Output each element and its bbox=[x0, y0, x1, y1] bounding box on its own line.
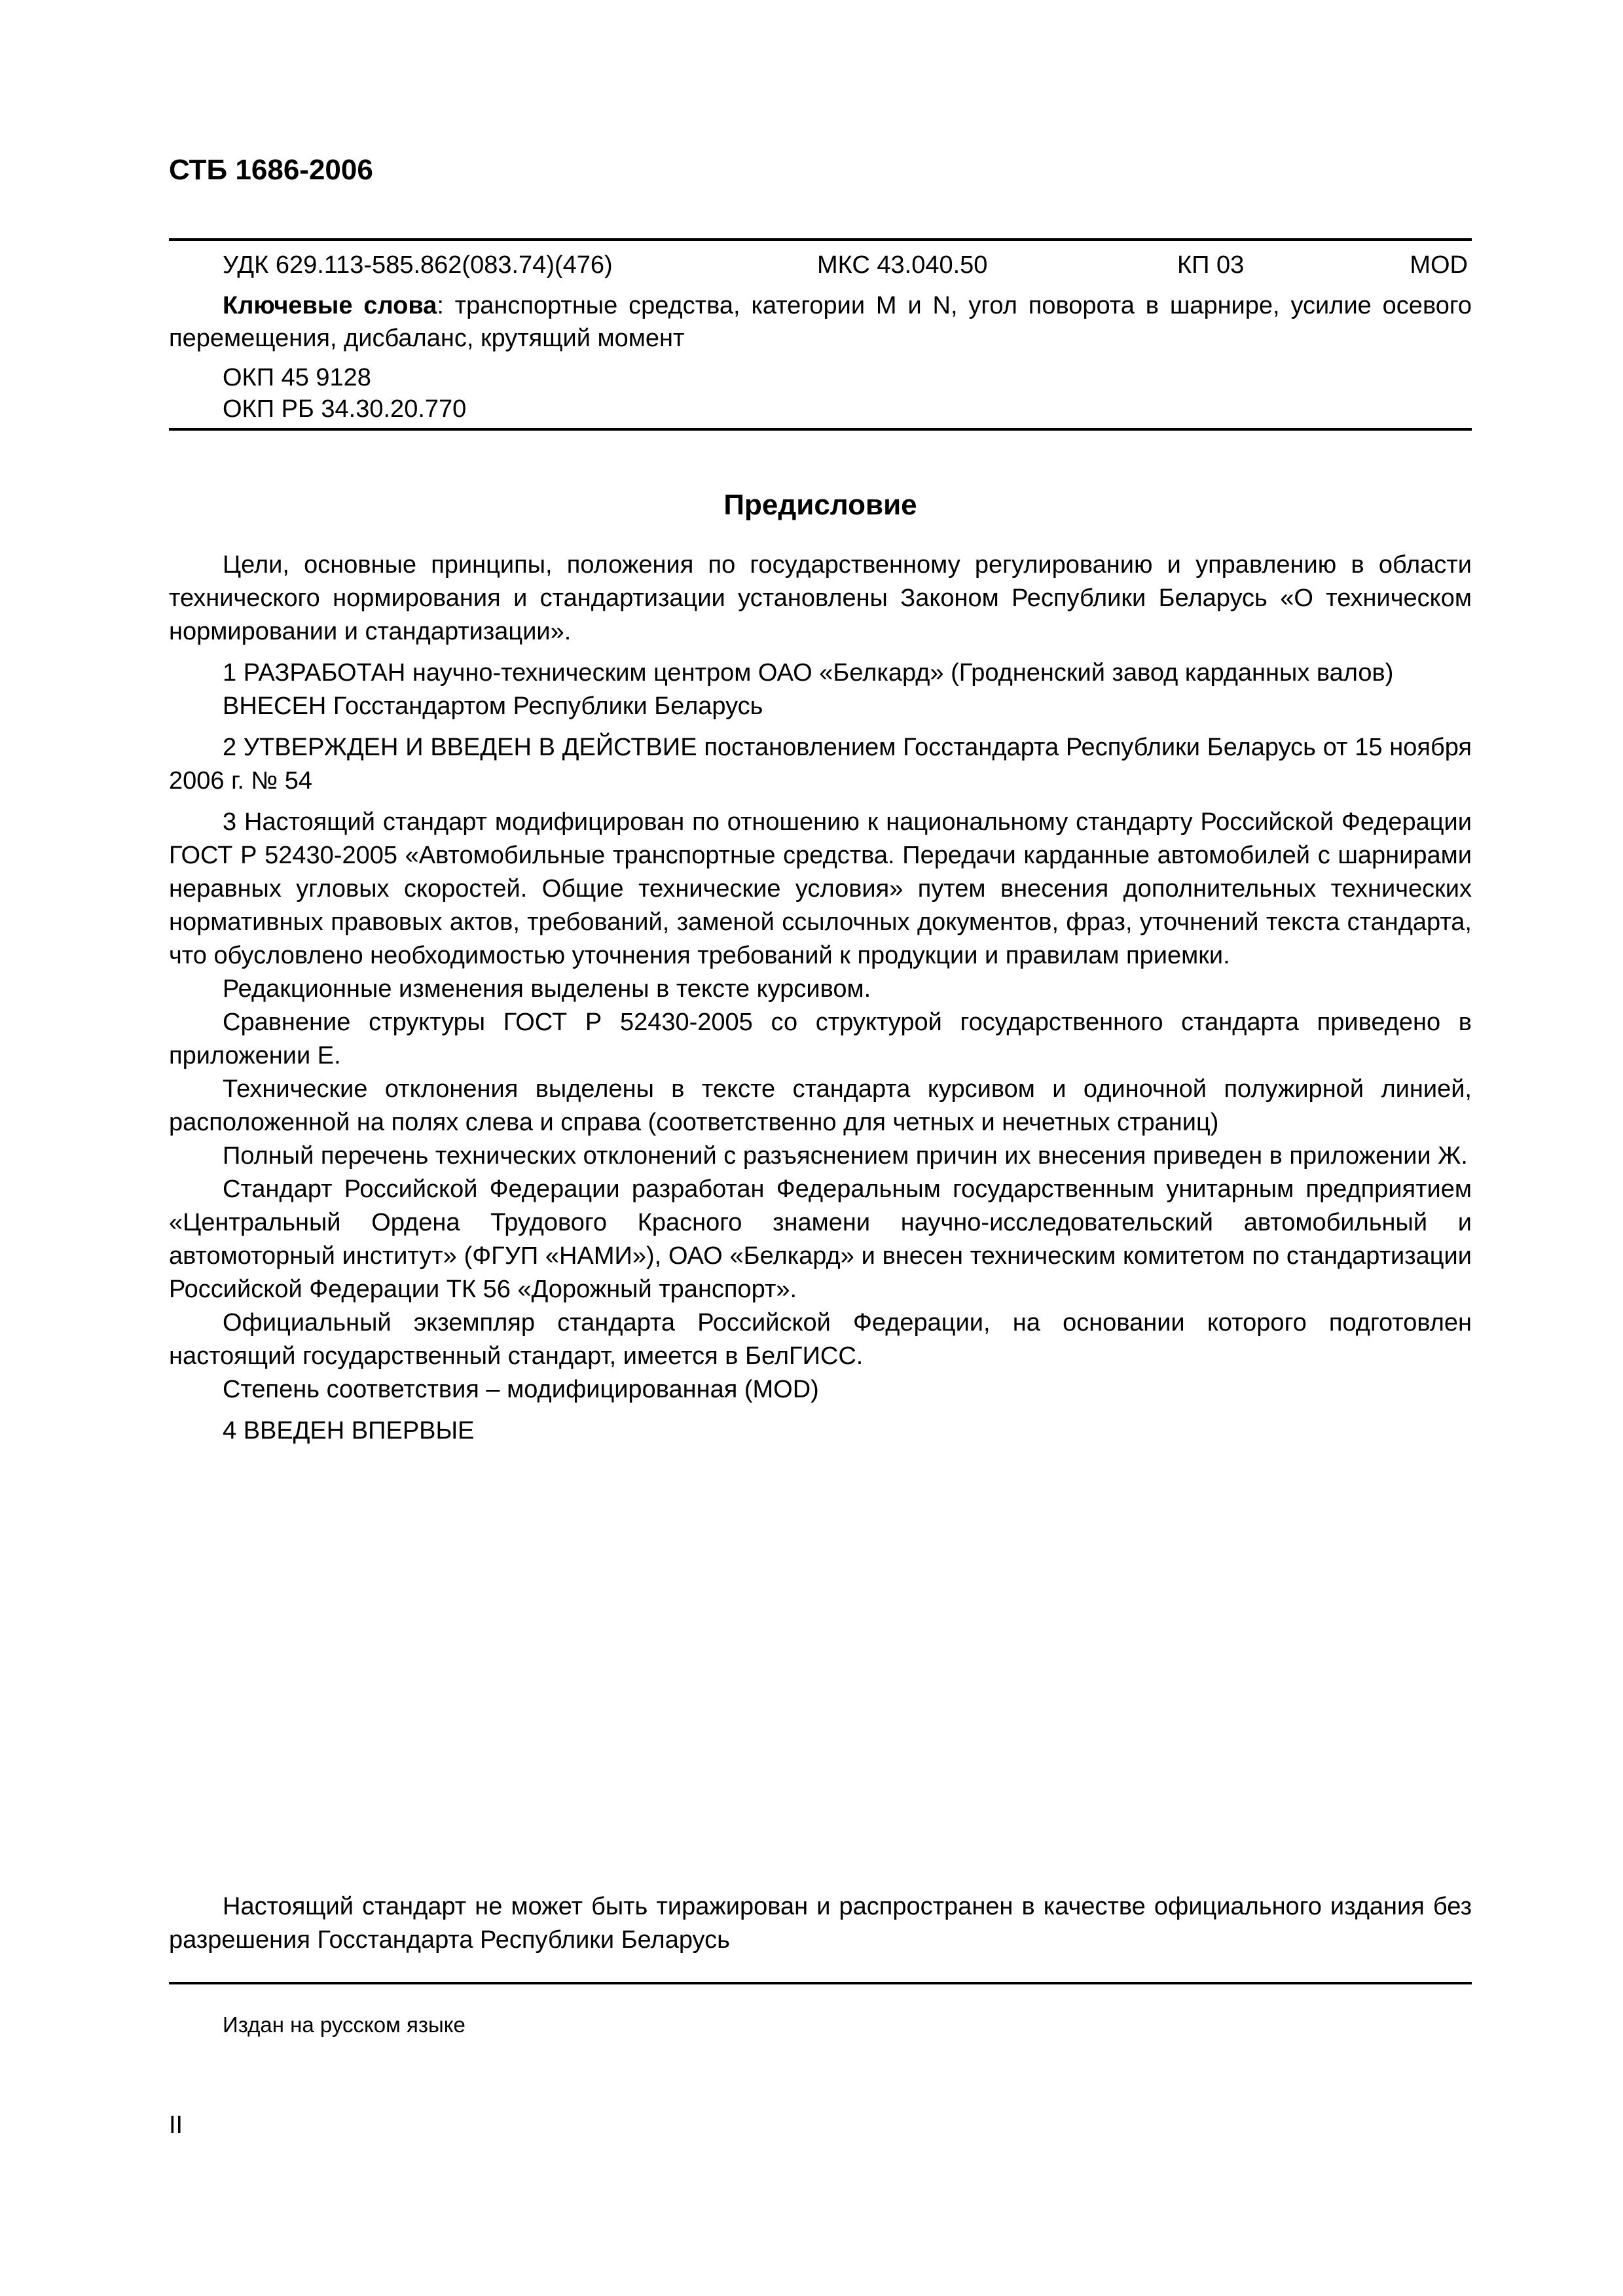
preface-paragraph: 3 Настоящий стандарт модифицирован по отношению к национальному стандарту Российской Федерации ГОСТ Р 52430-2005 «Автомобильные транспортные средства. Передачи карданные автомобилей с шарнирами неравных угловых скоростей. Общие технические условия» путем внесения дополнительных технических нормативных правовых актов, требований, заменой ссылочных документов, фраз, уточнений текста стандарта, что обусловлено необходимостью уточнения требований к продукции и правилам приемки. bbox=[169, 808, 1472, 969]
page-number: II bbox=[169, 2111, 183, 2139]
preface-paragraph: Технические отклонения выделены в тексте стандарта курсивом и одиночной полужирной линией, расположенной на полях слева и справа (соответственно для четных и нечетных страниц) bbox=[169, 1075, 1472, 1136]
top-rule bbox=[169, 238, 1472, 241]
bottom-rule bbox=[169, 1982, 1472, 1984]
preface-paragraph: Степень соответствия – модифицированная (MOD) bbox=[223, 1376, 819, 1403]
preface-paragraph: 4 ВВЕДЕН ВПЕРВЫЕ bbox=[223, 1417, 475, 1444]
keywords-paragraph bbox=[169, 289, 1472, 355]
okp-code: ОКП 45 9128 bbox=[223, 364, 371, 391]
keywords-text: : транспортные средства, категории M и N, угол поворота в шарнире, усилие осевого перемещения, дисбаланс, крутящий момент bbox=[169, 292, 1472, 352]
preface-paragraph: Цели, основные принципы, положения по государственному регулированию и управлению в области технического нормирования и стандартизации установлены Законом Республики Беларусь «О техническом нормировании и стандартизации». bbox=[169, 551, 1472, 645]
udk-code: УДК 629.113-585.862(083.74)(476) bbox=[223, 251, 613, 279]
preface-body bbox=[169, 548, 1472, 1448]
mks-code: МКС 43.040.50 bbox=[817, 251, 988, 279]
preface-paragraph: Стандарт Российской Федерации разработан Федеральным государственным унитарным предприятием «Центральный Ордена Трудового Красного знамени научно-исследовательский автомобильный и автомоторный институт» (ФГУП «НАМИ»), ОАО «Белкард» и внесен техническим комитетом по стандартизации Российской Федерации ТК 56 «Дорожный транспорт». bbox=[169, 1175, 1472, 1303]
preface-title: Предисловие bbox=[723, 489, 917, 521]
keywords-label: Ключевые слова bbox=[223, 292, 437, 319]
classification-row bbox=[169, 247, 1472, 283]
kp-code: КП 03 bbox=[1177, 251, 1245, 279]
middle-rule bbox=[169, 428, 1472, 431]
preface-paragraph: 2 УТВЕРЖДЕН И ВВЕДЕН В ДЕЙСТВИЕ постановлением Госстандарта Республики Беларусь от 15 ноября 2006 г. № 54 bbox=[169, 734, 1472, 795]
okp-rb-code: ОКП РБ 34.30.20.770 bbox=[223, 395, 467, 423]
standard-id-header: СТБ 1686-2006 bbox=[169, 154, 373, 186]
preface-paragraph: Редакционные изменения выделены в тексте курсивом. bbox=[223, 975, 871, 1003]
published-language: Издан на русском языке bbox=[223, 2013, 465, 2037]
preface-paragraph: Официальный экземпляр стандарта Российской Федерации, на основании которого подготовлен настоящий государственный стандарт, имеется в БелГИСС. bbox=[169, 1309, 1472, 1370]
reproduction-notice: Настоящий стандарт не может быть тиражирован и распространен в качестве официального издания без разрешения Госстандарта Республики Беларусь bbox=[169, 1893, 1472, 1954]
preface-paragraph: Сравнение структуры ГОСТ Р 52430-2005 со структурой государственного стандарта приведено в приложении Е. bbox=[169, 1009, 1472, 1069]
preface-paragraph: Полный перечень технических отклонений с разъяснением причин их внесения приведен в приложении Ж. bbox=[223, 1142, 1468, 1170]
preface-paragraph: 1 РАЗРАБОТАН научно-техническим центром ОАО «Белкард» (Гродненский завод карданных валов) bbox=[223, 659, 1394, 687]
mod-code: MOD bbox=[1410, 251, 1468, 279]
preface-paragraph: ВНЕСЕН Госстандартом Республики Беларусь bbox=[223, 692, 763, 720]
